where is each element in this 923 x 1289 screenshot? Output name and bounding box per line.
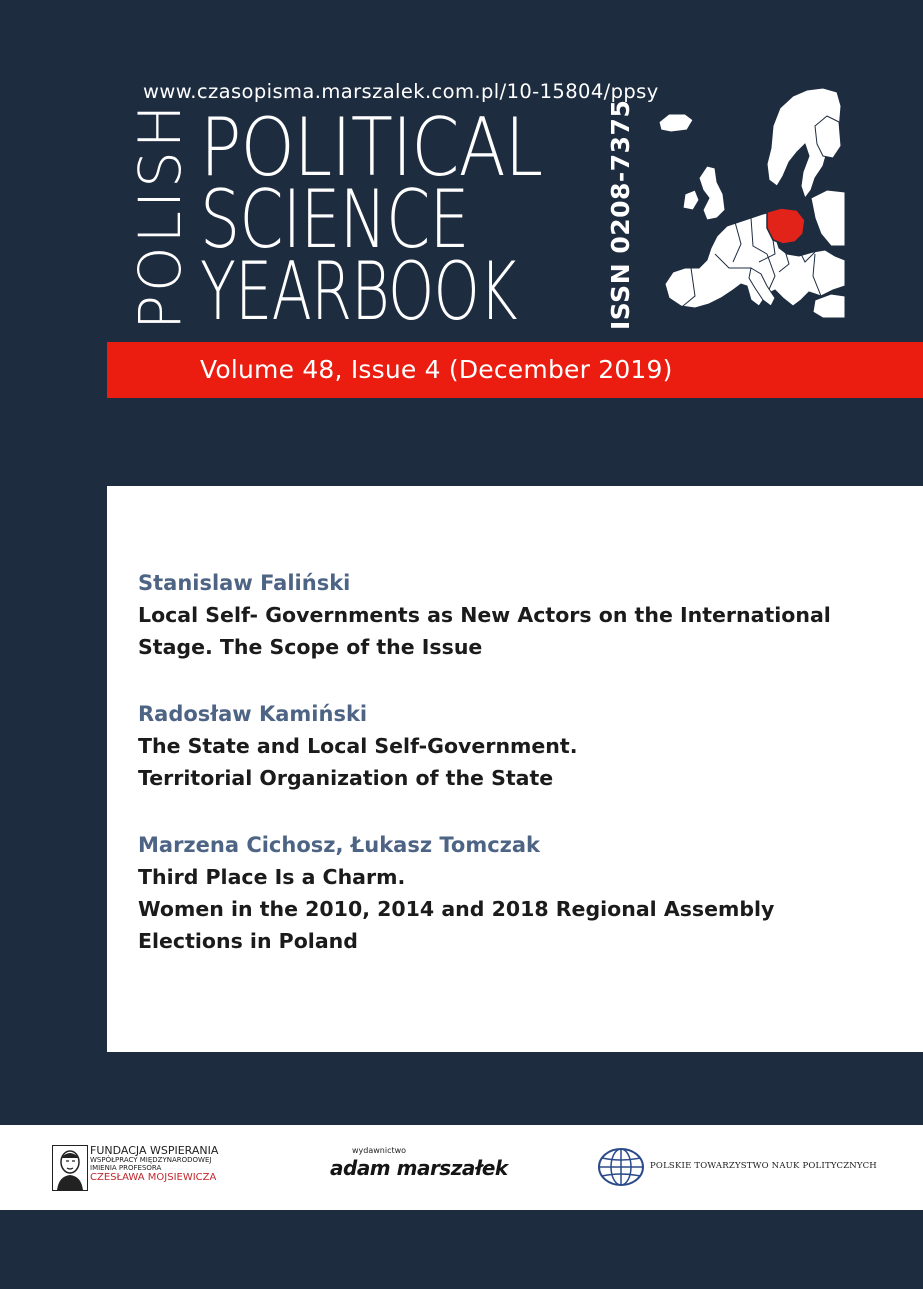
journal-title-line-1: POLITICAL bbox=[200, 101, 543, 194]
issue-label: Volume 48, Issue 4 (December 2019) bbox=[200, 355, 673, 384]
foundation-name-line-4: CZESŁAWA MOJSIEWICZA bbox=[90, 1172, 217, 1184]
article-title-line: Territorial Organization of the State bbox=[138, 766, 554, 790]
journal-title-line-3: YEARBOOK bbox=[200, 245, 517, 338]
article-title-line: Women in the 2010, 2014 and 2018 Regional Assembly bbox=[138, 897, 775, 921]
portrait-icon bbox=[52, 1145, 88, 1191]
journal-url: www.czasopisma.marszalek.com.pl/10-15804/ppsy bbox=[143, 80, 659, 103]
article-entry bbox=[138, 567, 898, 663]
foundation-logo bbox=[52, 1145, 232, 1191]
publisher-name: adam marszałek bbox=[330, 1156, 508, 1180]
foundation-name-line-3: IMIENIA PROFESORA bbox=[90, 1163, 162, 1172]
foundation-name-line-2: WSPÓŁPRACY MIĘDZYNARODOWEJ bbox=[90, 1156, 212, 1165]
society-logo bbox=[598, 1148, 877, 1188]
article-title-line: Third Place Is a Charm. bbox=[138, 865, 406, 889]
publisher-small-label: wydawnictwo bbox=[352, 1146, 407, 1155]
europe-map-icon bbox=[655, 86, 845, 322]
article-entry bbox=[138, 698, 898, 794]
article-entry bbox=[138, 829, 898, 957]
publisher-logo-icon bbox=[330, 1146, 508, 1186]
globe-icon bbox=[598, 1148, 644, 1186]
article-title-line: The State and Local Self-Government. bbox=[138, 734, 578, 758]
issn-number: ISSN 0208-7375 bbox=[606, 99, 635, 330]
article-title-line: Local Self- Governments as New Actors on the International bbox=[138, 603, 831, 627]
journal-title-line-2: SCIENCE bbox=[200, 173, 469, 266]
cover-bottom-band bbox=[0, 1210, 923, 1289]
article-title-line: Elections in Poland bbox=[138, 929, 358, 953]
article-author: Stanislaw Faliński bbox=[138, 571, 351, 595]
foundation-name-line-1: FUNDACJA WSPIERANIA bbox=[90, 1144, 219, 1157]
society-name: POLSKIE TOWARZYSTWO NAUK POLITYCZNYCH bbox=[650, 1161, 877, 1171]
article-author: Marzena Cichosz, Łukasz Tomczak bbox=[138, 833, 541, 857]
vertical-word-polish: POLISH bbox=[126, 101, 194, 330]
article-author: Radosław Kamiński bbox=[138, 702, 368, 726]
article-title-line: Stage. The Scope of the Issue bbox=[138, 635, 483, 659]
